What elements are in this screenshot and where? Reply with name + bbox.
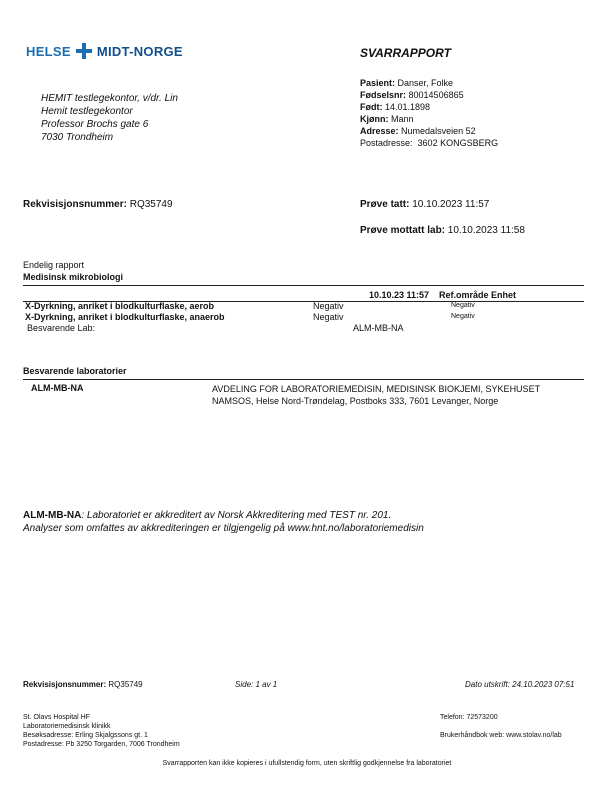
sender-line: Professor Brochs gate 6 xyxy=(41,119,149,130)
sample-received-label: Prøve mottatt lab: xyxy=(360,225,446,236)
page-number: Side: 1 av 1 xyxy=(235,680,278,689)
divider xyxy=(23,301,584,302)
sender-line: HEMIT testlegekontor, v/dr. Lin xyxy=(41,93,178,104)
labs-heading: Besvarende laboratorier xyxy=(23,366,127,376)
patient-name: Danser, Folke xyxy=(397,78,454,88)
test-name: X-Dyrkning, anriket i blodkulturflaske, anaerob xyxy=(25,311,225,322)
table-row xyxy=(23,311,584,322)
footer-rq-value: RQ35749 xyxy=(108,680,143,689)
col-date-header: 10.10.23 11:57 xyxy=(368,289,429,300)
patient-born-label: Født: xyxy=(360,102,383,112)
lab-code: ALM-MB-NA xyxy=(31,383,84,393)
requisition-number xyxy=(23,199,173,210)
org-line: Besøksadresse: Erling Skjalgssons gt. 1 xyxy=(23,732,148,739)
sender-line: 7030 Trondheim xyxy=(41,132,114,143)
lab-description xyxy=(212,383,540,407)
cross-icon xyxy=(76,43,92,59)
org-line: St. Olavs Hospital HF xyxy=(23,714,90,721)
footer-requisition xyxy=(23,680,143,689)
lab-desc-line: AVDELING FOR LABORATORIEMEDISIN, MEDISINSK BIOKJEMI, SYKEHUSET xyxy=(212,384,541,394)
sample-received xyxy=(360,225,525,236)
accreditation-text: : Laboratoriet er akkreditert av Norsk Akkreditering med TEST nr. 201. xyxy=(81,510,392,521)
results-table xyxy=(23,289,584,333)
test-value: Negativ xyxy=(313,311,344,322)
org-line: Postadresse: Pb 3250 Torgarden, 7006 Trondheim xyxy=(23,741,180,748)
patient-address: Numedalsveien 52 xyxy=(401,126,476,136)
test-value: Negativ xyxy=(313,300,344,311)
logo-text-helse: HELSE xyxy=(26,43,71,59)
phone: Telefon: 72573200 xyxy=(440,714,498,721)
logo-text-region: MIDT-NORGE xyxy=(96,43,183,59)
sample-received-value: 10.10.2023 11:58 xyxy=(447,225,525,236)
patient-name-label: Pasient: xyxy=(360,78,396,88)
lab-label: Besvarende Lab: xyxy=(27,322,96,333)
print-date: Dato utskrift: 24.10.2023 07:51 xyxy=(465,680,575,689)
requisition-label: Rekvisisjonsnummer: xyxy=(23,199,127,210)
report-title: SVARRAPPORT xyxy=(360,46,451,60)
patient-address-label: Adresse: xyxy=(360,126,399,136)
sample-taken xyxy=(360,199,489,210)
divider xyxy=(23,285,584,286)
brand-logo xyxy=(26,40,183,62)
lab-value: ALM-MB-NA xyxy=(353,322,404,333)
test-ref: Negativ xyxy=(451,302,475,309)
patient-gender: Mann xyxy=(391,114,414,124)
lab-desc-line: NAMSOS, Helse Nord-Trøndelag, Postboks 333, 7601 Levanger, Norge xyxy=(212,396,499,406)
patient-postal: 3602 KONGSBERG xyxy=(417,138,499,148)
patient-info xyxy=(360,77,498,149)
test-name: X-Dyrkning, anriket i blodkulturflaske, aerob xyxy=(25,300,215,311)
section-title: Medisinsk mikrobiologi xyxy=(23,272,124,282)
web-handbook: Brukerhåndbok web: www.stolav.no/lab xyxy=(440,732,562,739)
divider xyxy=(23,379,584,380)
accreditation-link-text: Analyser som omfattes av akkrediteringen er tilgjengelig på www.hnt.no/laboratoriemedisin xyxy=(23,523,424,534)
sender-line: Hemit testlegekontor xyxy=(41,106,133,117)
org-line: Laboratoriemedisinsk klinikk xyxy=(23,723,111,730)
accreditation-note xyxy=(23,509,424,535)
col-ref-header: Ref.område Enhet xyxy=(439,289,517,300)
sample-taken-label: Prøve tatt: xyxy=(360,199,410,210)
sender-address xyxy=(41,92,178,144)
patient-ssn-label: Fødselsnr: xyxy=(360,90,407,100)
patient-born: 14.01.1898 xyxy=(385,102,431,112)
requisition-value: RQ35749 xyxy=(129,199,173,210)
disclaimer: Svarrapporten kan ikke kopieres i ufullstendig form, uten skriftlig godkjennelse fra laboratoriet xyxy=(162,760,452,767)
patient-ssn: 80014506865 xyxy=(408,90,464,100)
accreditation-code: ALM-MB-NA xyxy=(23,510,82,521)
patient-postal-label: Postadresse: xyxy=(360,138,413,148)
patient-gender-label: Kjønn: xyxy=(360,114,389,124)
results-header-row xyxy=(23,289,584,300)
report-status: Endelig rapport xyxy=(23,260,85,270)
footer-rq-label: Rekvisisjonsnummer: xyxy=(23,680,107,689)
table-row xyxy=(23,322,584,333)
organization-info xyxy=(23,713,180,749)
sample-taken-value: 10.10.2023 11:57 xyxy=(412,199,490,210)
test-ref: Negativ xyxy=(451,313,475,320)
